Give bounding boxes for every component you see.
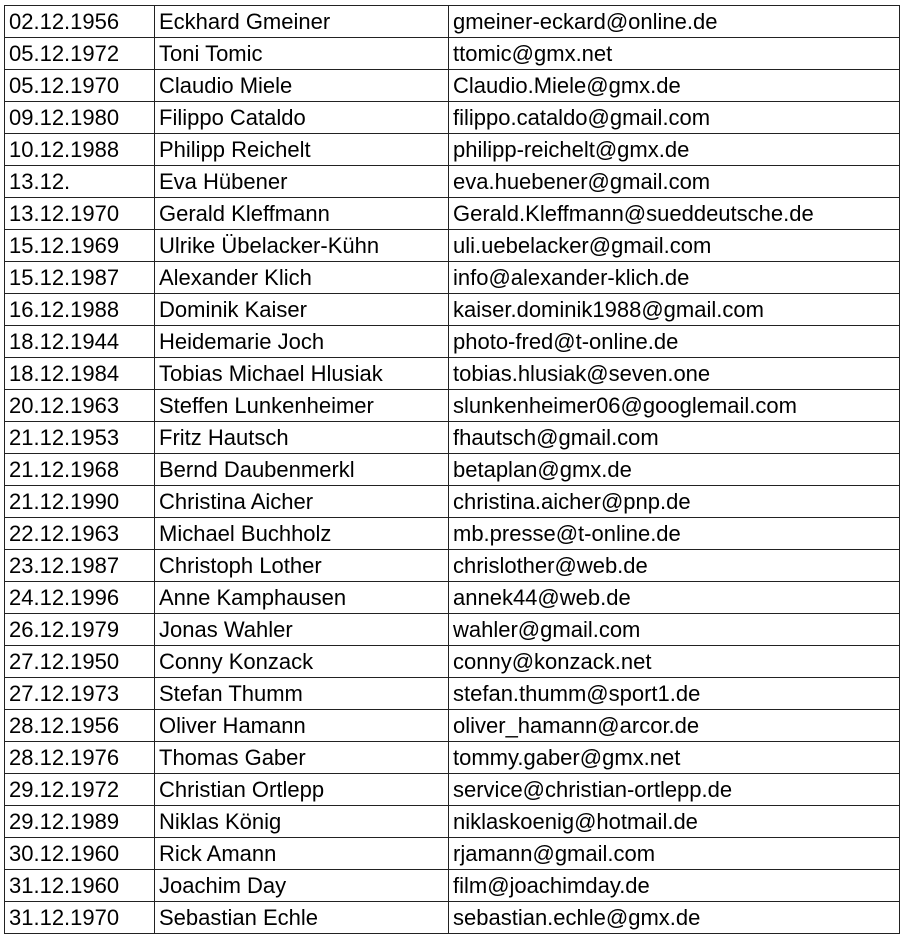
email-cell: chrislother@web.de: [449, 550, 900, 582]
email-cell: Claudio.Miele@gmx.de: [449, 70, 900, 102]
table-row: [5, 486, 900, 518]
table-row: [5, 262, 900, 294]
table-row: [5, 230, 900, 262]
birth-date-cell: 05.12.1972: [5, 38, 155, 70]
table-row: [5, 166, 900, 198]
name-cell: Toni Tomic: [155, 38, 449, 70]
name-cell: Christina Aicher: [155, 486, 449, 518]
name-cell: Anne Kamphausen: [155, 582, 449, 614]
birth-date-cell: 28.12.1976: [5, 742, 155, 774]
table-row: [5, 678, 900, 710]
contact-sheet: [4, 5, 900, 934]
birth-date-cell: 15.12.1969: [5, 230, 155, 262]
name-cell: Jonas Wahler: [155, 614, 449, 646]
email-cell: stefan.thumm@sport1.de: [449, 678, 900, 710]
birth-date-cell: 05.12.1970: [5, 70, 155, 102]
name-cell: Dominik Kaiser: [155, 294, 449, 326]
name-cell: Michael Buchholz: [155, 518, 449, 550]
name-cell: Filippo Cataldo: [155, 102, 449, 134]
table-row: [5, 70, 900, 102]
birth-date-cell: 31.12.1960: [5, 870, 155, 902]
birth-date-cell: 18.12.1984: [5, 358, 155, 390]
name-cell: Oliver Hamann: [155, 710, 449, 742]
email-cell: christina.aicher@pnp.de: [449, 486, 900, 518]
email-cell: wahler@gmail.com: [449, 614, 900, 646]
table-row: [5, 390, 900, 422]
table-row: [5, 198, 900, 230]
email-cell: fhautsch@gmail.com: [449, 422, 900, 454]
table-row: [5, 294, 900, 326]
name-cell: Philipp Reichelt: [155, 134, 449, 166]
table-row: [5, 102, 900, 134]
name-cell: Thomas Gaber: [155, 742, 449, 774]
name-cell: Eckhard Gmeiner: [155, 6, 449, 38]
name-cell: Eva Hübener: [155, 166, 449, 198]
email-cell: photo-fred@t-online.de: [449, 326, 900, 358]
name-cell: Gerald Kleffmann: [155, 198, 449, 230]
birth-date-cell: 09.12.1980: [5, 102, 155, 134]
name-cell: Sebastian Echle: [155, 902, 449, 934]
email-cell: gmeiner-eckard@online.de: [449, 6, 900, 38]
birth-date-cell: 24.12.1996: [5, 582, 155, 614]
table-row: [5, 870, 900, 902]
email-cell: oliver_hamann@arcor.de: [449, 710, 900, 742]
name-cell: Rick Amann: [155, 838, 449, 870]
birth-date-cell: 21.12.1990: [5, 486, 155, 518]
table-row: [5, 582, 900, 614]
birth-date-cell: 02.12.1956: [5, 6, 155, 38]
name-cell: Bernd Daubenmerkl: [155, 454, 449, 486]
birth-date-cell: 22.12.1963: [5, 518, 155, 550]
email-cell: conny@konzack.net: [449, 646, 900, 678]
birth-date-cell: 29.12.1989: [5, 806, 155, 838]
email-cell: philipp-reichelt@gmx.de: [449, 134, 900, 166]
email-cell: info@alexander-klich.de: [449, 262, 900, 294]
birth-date-cell: 21.12.1953: [5, 422, 155, 454]
email-cell: betaplan@gmx.de: [449, 454, 900, 486]
table-row: [5, 838, 900, 870]
birth-date-cell: 20.12.1963: [5, 390, 155, 422]
name-cell: Joachim Day: [155, 870, 449, 902]
name-cell: Christian Ortlepp: [155, 774, 449, 806]
birth-date-cell: 13.12.1970: [5, 198, 155, 230]
birth-date-cell: 30.12.1960: [5, 838, 155, 870]
birth-date-cell: 27.12.1973: [5, 678, 155, 710]
table-row: [5, 902, 900, 934]
name-cell: Stefan Thumm: [155, 678, 449, 710]
birth-date-cell: 28.12.1956: [5, 710, 155, 742]
table-row: [5, 326, 900, 358]
email-cell: annek44@web.de: [449, 582, 900, 614]
email-cell: film@joachimday.de: [449, 870, 900, 902]
email-cell: Gerald.Kleffmann@sueddeutsche.de: [449, 198, 900, 230]
table-row: [5, 454, 900, 486]
table-row: [5, 550, 900, 582]
table-row: [5, 134, 900, 166]
name-cell: Christoph Lother: [155, 550, 449, 582]
birth-date-cell: 15.12.1987: [5, 262, 155, 294]
birth-date-cell: 18.12.1944: [5, 326, 155, 358]
birth-date-cell: 29.12.1972: [5, 774, 155, 806]
name-cell: Fritz Hautsch: [155, 422, 449, 454]
birth-date-cell: 23.12.1987: [5, 550, 155, 582]
table-row: [5, 806, 900, 838]
birthday-contact-table: [4, 5, 900, 934]
table-row: [5, 518, 900, 550]
table-row: [5, 38, 900, 70]
birth-date-cell: 10.12.1988: [5, 134, 155, 166]
birth-date-cell: 26.12.1979: [5, 614, 155, 646]
birth-date-cell: 31.12.1970: [5, 902, 155, 934]
name-cell: Claudio Miele: [155, 70, 449, 102]
table-row: [5, 358, 900, 390]
email-cell: uli.uebelacker@gmail.com: [449, 230, 900, 262]
birth-date-cell: 21.12.1968: [5, 454, 155, 486]
email-cell: tommy.gaber@gmx.net: [449, 742, 900, 774]
email-cell: niklaskoenig@hotmail.de: [449, 806, 900, 838]
name-cell: Steffen Lunkenheimer: [155, 390, 449, 422]
table-row: [5, 422, 900, 454]
email-cell: kaiser.dominik1988@gmail.com: [449, 294, 900, 326]
birth-date-cell: 16.12.1988: [5, 294, 155, 326]
name-cell: Heidemarie Joch: [155, 326, 449, 358]
table-row: [5, 614, 900, 646]
email-cell: service@christian-ortlepp.de: [449, 774, 900, 806]
name-cell: Niklas König: [155, 806, 449, 838]
email-cell: filippo.cataldo@gmail.com: [449, 102, 900, 134]
email-cell: eva.huebener@gmail.com: [449, 166, 900, 198]
email-cell: sebastian.echle@gmx.de: [449, 902, 900, 934]
name-cell: Conny Konzack: [155, 646, 449, 678]
table-row: [5, 742, 900, 774]
table-row: [5, 774, 900, 806]
email-cell: slunkenheimer06@googlemail.com: [449, 390, 900, 422]
name-cell: Alexander Klich: [155, 262, 449, 294]
table-row: [5, 6, 900, 38]
table-row: [5, 646, 900, 678]
name-cell: Ulrike Übelacker-Kühn: [155, 230, 449, 262]
table-body: [5, 6, 900, 934]
email-cell: rjamann@gmail.com: [449, 838, 900, 870]
name-cell: Tobias Michael Hlusiak: [155, 358, 449, 390]
email-cell: mb.presse@t-online.de: [449, 518, 900, 550]
birth-date-cell: 27.12.1950: [5, 646, 155, 678]
table-row: [5, 710, 900, 742]
birth-date-cell: 13.12.: [5, 166, 155, 198]
email-cell: tobias.hlusiak@seven.one: [449, 358, 900, 390]
email-cell: ttomic@gmx.net: [449, 38, 900, 70]
